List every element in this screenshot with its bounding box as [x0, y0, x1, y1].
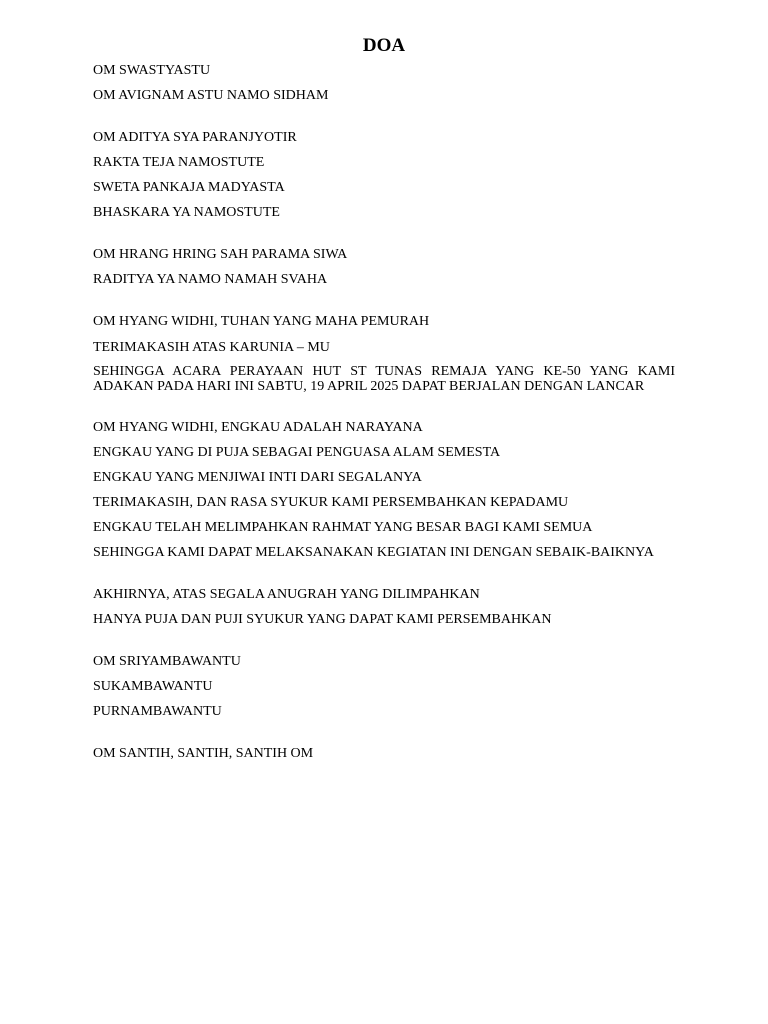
prayer-line: TERIMAKASIH ATAS KARUNIA – MU [93, 339, 330, 355]
prayer-line: OM HRANG HRING SAH PARAMA SIWA [93, 247, 348, 263]
document-page [93, 34, 675, 787]
prayer-line: TERIMAKASIH, DAN RASA SYUKUR KAMI PERSEMBAHKAN KEPADAMU [93, 494, 569, 510]
prayer-paragraph: SEHINGGA ACARA PERAYAAN HUT ST TUNAS REMAJA YANG KE-50 YANG KAMI ADAKAN PADA HARI INI SABTU, 19 APRIL 2025 DAPAT BERJALAN DENGAN LANCAR [93, 363, 675, 394]
prayer-line: ENGKAU TELAH MELIMPAHKAN RAHMAT YANG BESAR BAGI KAMI SEMUA [93, 520, 593, 536]
prayer-line: OM HYANG WIDHI, ENGKAU ADALAH NARAYANA [93, 419, 423, 435]
stanza-aditya [93, 129, 675, 221]
stanza-santih [93, 745, 675, 762]
stanza-closing-thanks [93, 586, 675, 628]
prayer-line: RAKTA TEJA NAMOSTUTE [93, 155, 265, 171]
prayer-line: OM SRIYAMBAWANTU [93, 654, 241, 670]
stanza-opening [93, 62, 675, 104]
prayer-line: OM HYANG WIDHI, TUHAN YANG MAHA PEMURAH [93, 314, 430, 330]
prayer-line: SWETA PANKAJA MADYASTA [93, 180, 285, 196]
prayer-line: BHASKARA YA NAMOSTUTE [93, 205, 280, 221]
prayer-line: SUKAMBAWANTU [93, 679, 213, 695]
prayer-line: OM AVIGNAM ASTU NAMO SIDHAM [93, 88, 329, 104]
stanza-siwa [93, 246, 675, 288]
prayer-line: HANYA PUJA DAN PUJI SYUKUR YANG DAPAT KAMI PERSEMBAHKAN [93, 612, 552, 628]
prayer-line: RADITYA YA NAMO NAMAH SVAHA [93, 272, 328, 288]
prayer-line: SEHINGGA KAMI DAPAT MELAKSANAKAN KEGIATAN INI DENGAN SEBAIK-BAIKNYA [93, 545, 654, 561]
prayer-line: ENGKAU YANG MENJIWAI INTI DARI SEGALANYA [93, 469, 422, 485]
stanza-blessing [93, 653, 675, 720]
document-title: DOA [362, 35, 406, 56]
prayer-line: ENGKAU YANG DI PUJA SEBAGAI PENGUASA ALAM SEMESTA [93, 444, 501, 460]
stanza-gratitude [93, 313, 675, 393]
prayer-line: AKHIRNYA, ATAS SEGALA ANUGRAH YANG DILIMPAHKAN [93, 587, 480, 603]
prayer-line: OM SWASTYASTU [93, 63, 211, 78]
prayer-line: OM ADITYA SYA PARANJYOTIR [93, 130, 297, 146]
prayer-line: OM SANTIH, SANTIH, SANTIH OM [93, 746, 314, 762]
stanza-narayana [93, 419, 675, 561]
prayer-line: PURNAMBAWANTU [93, 704, 222, 720]
